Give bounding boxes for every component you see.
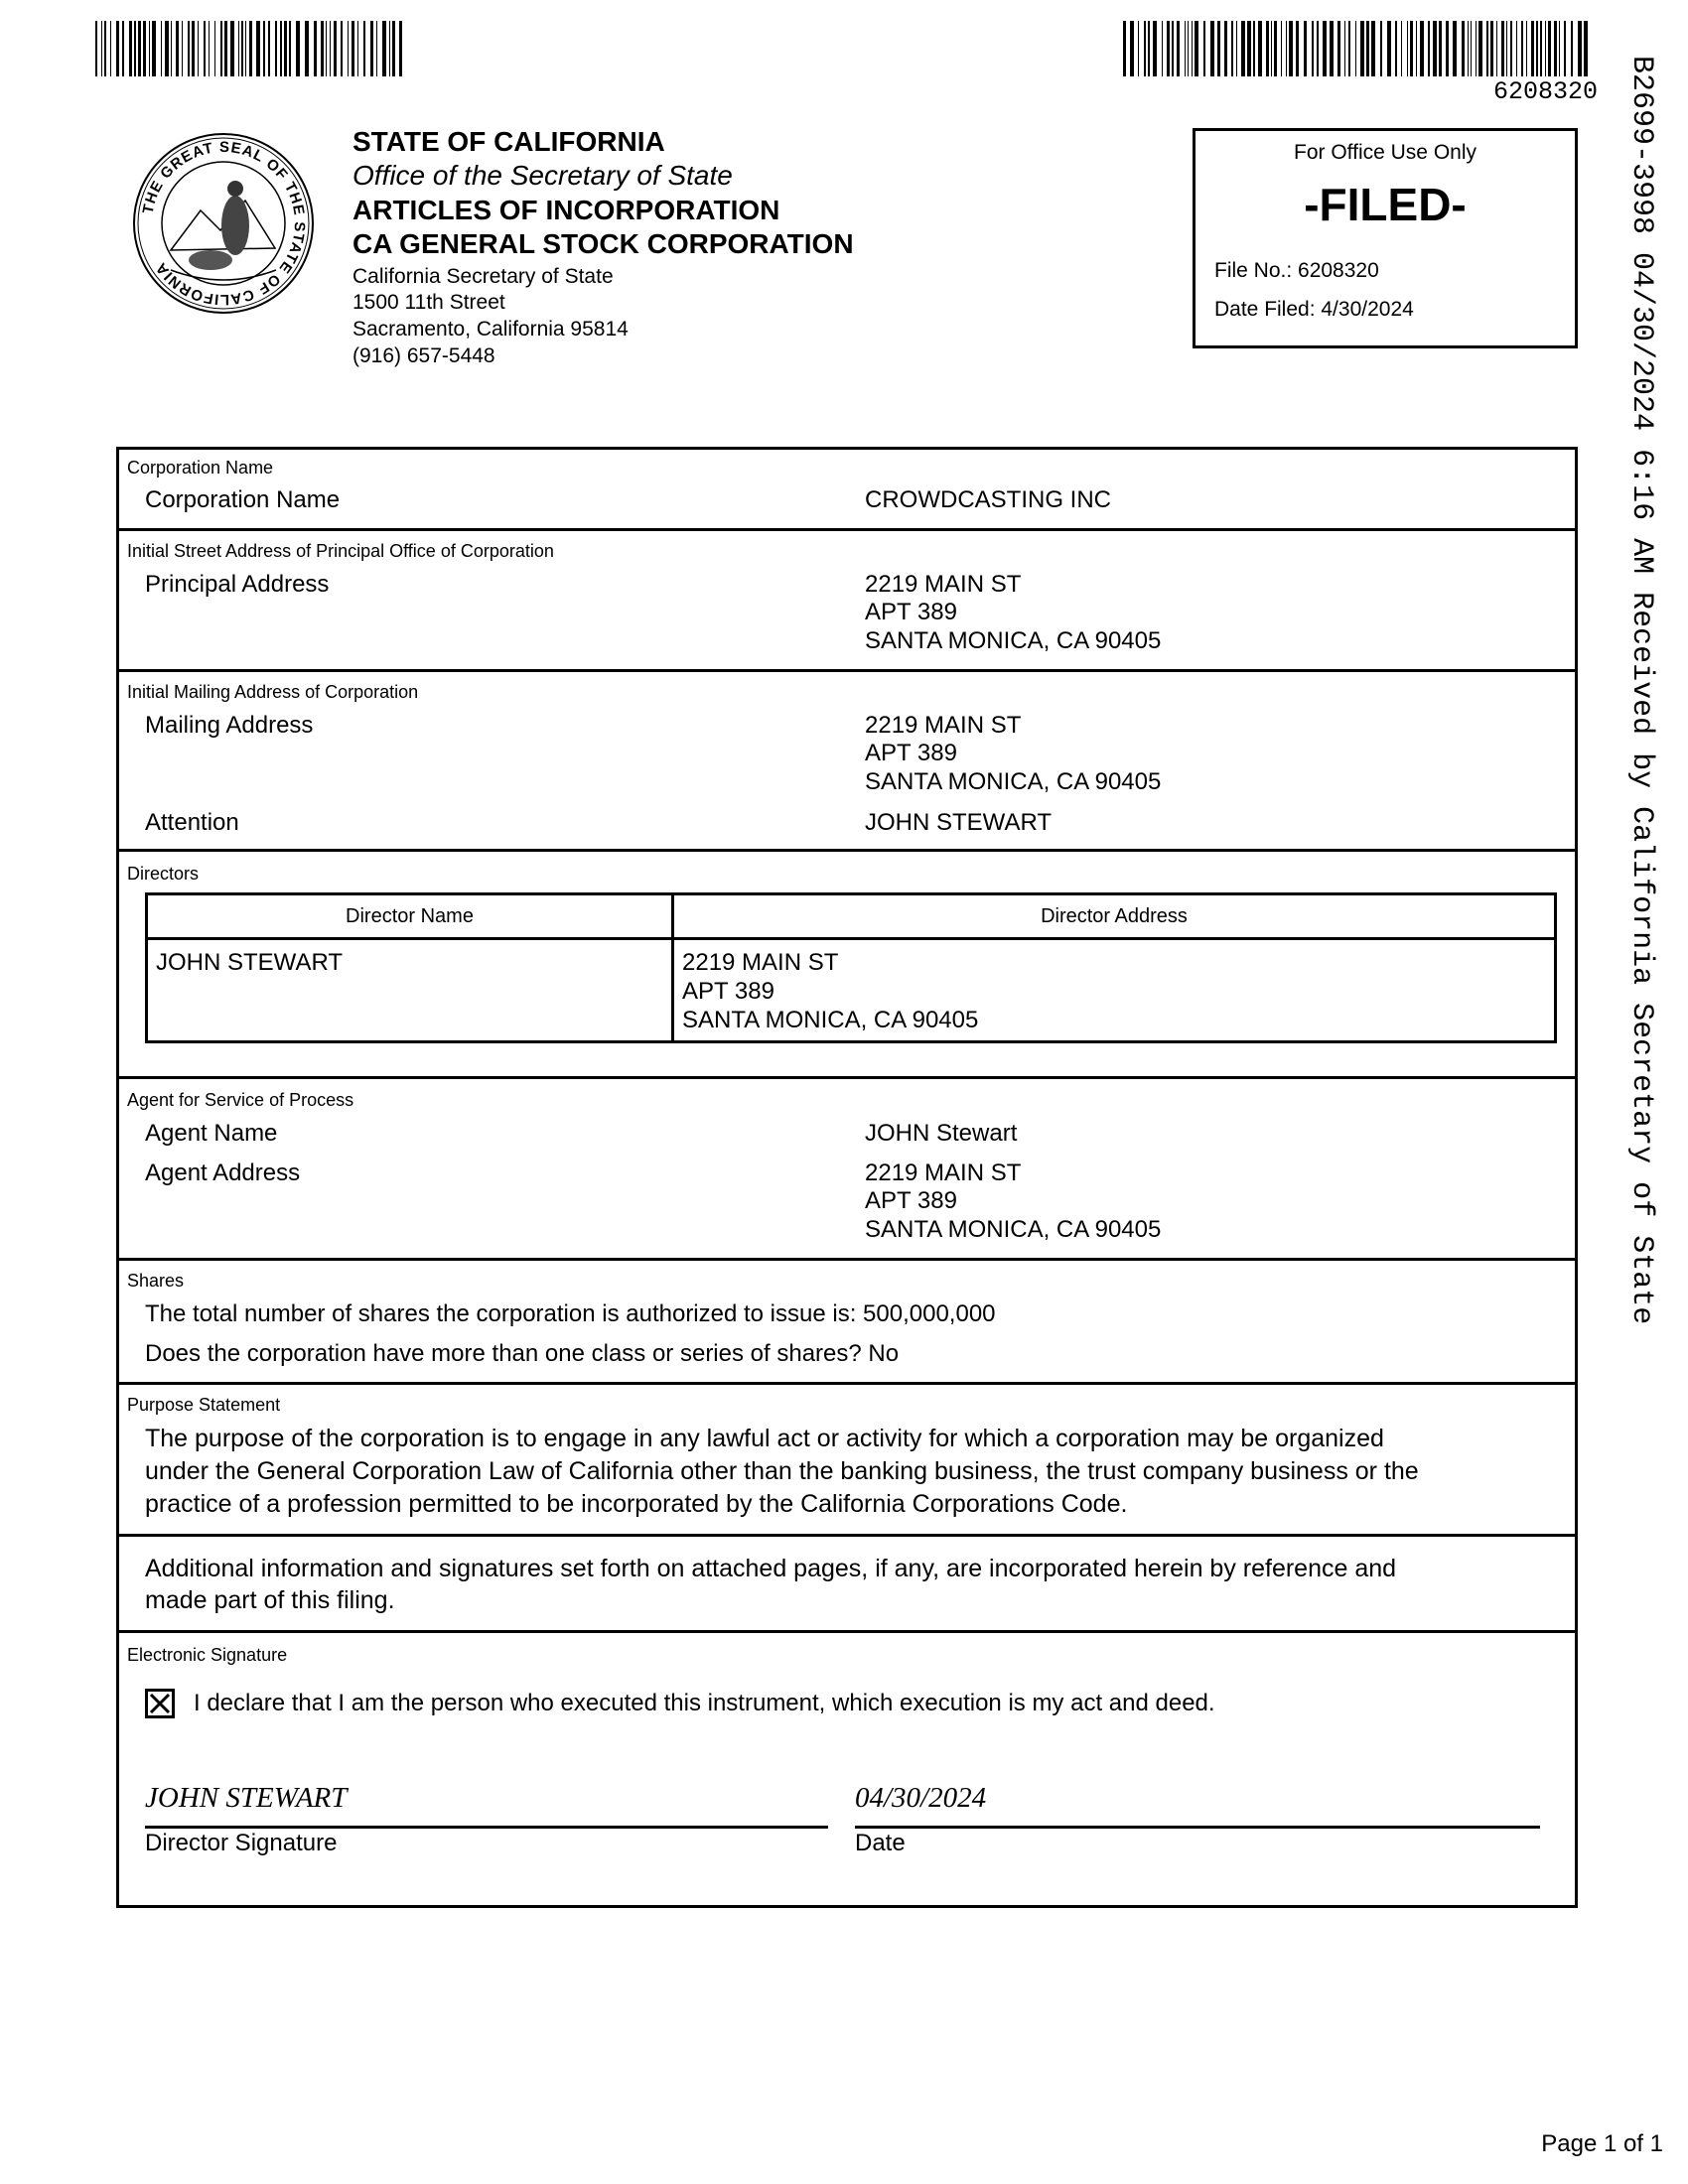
agent-address-line: SANTA MONICA, CA 90405 [865, 1216, 1162, 1243]
barcode-bar [143, 21, 146, 76]
barcode-bar [1526, 21, 1527, 76]
barcode-bar [382, 21, 386, 76]
barcode-bar [1185, 21, 1186, 76]
barcode-bar [326, 21, 328, 76]
barcode-bar [149, 21, 150, 76]
barcode-bar [284, 21, 287, 76]
director-name: JOHN STEWART [156, 949, 344, 976]
header-address-line: 1500 11th Street [352, 291, 505, 314]
additional-info-line: made part of this filing. [145, 1586, 395, 1614]
barcode-bar [1428, 21, 1430, 76]
signer-name: JOHN STEWART [145, 1782, 348, 1814]
barcode-bar [1360, 21, 1364, 76]
barcode-bar [305, 21, 309, 76]
barcode-bar [1371, 21, 1375, 76]
attention-value: JOHN STEWART [865, 809, 1053, 836]
barcode-bar [1536, 21, 1538, 76]
barcode-bar [1407, 21, 1408, 76]
barcode-bar [1510, 21, 1512, 76]
barcode-bar [334, 21, 337, 76]
mailing-address-line: SANTA MONICA, CA 90405 [865, 768, 1162, 795]
barcode-bar [104, 21, 106, 76]
barcode-bar [1395, 21, 1397, 76]
barcode-bar [341, 21, 343, 76]
barcode-bar [1312, 21, 1314, 76]
barcode-bar [161, 21, 162, 76]
barcode-bar [1296, 21, 1299, 76]
barcode-bar [209, 21, 210, 76]
barcode-bar [1323, 21, 1327, 76]
column-header-director-name: Director Name [346, 905, 474, 927]
header-title: ARTICLES OF INCORPORATION [352, 195, 780, 225]
barcode-bar [152, 21, 156, 76]
barcode-bar [296, 21, 300, 76]
barcode-bar [1344, 21, 1345, 76]
purpose-line: under the General Corporation Law of California other than the banking business, the trust company business or the [145, 1457, 1419, 1485]
california-seal-logo [131, 131, 316, 316]
barcode-bar [1266, 21, 1269, 76]
barcode-bar [1172, 21, 1174, 76]
barcode-number: 6208320 [1492, 77, 1598, 106]
header-address-line: California Secretary of State [352, 265, 614, 288]
mailing-address-line: APT 389 [865, 740, 957, 766]
declaration-checkbox[interactable] [145, 1689, 175, 1718]
barcode-bar [370, 21, 373, 76]
barcode-bar [321, 21, 324, 76]
page-number: Page 1 of 1 [1541, 2130, 1663, 2157]
purpose-line: The purpose of the corporation is to engage in any lawful act or activity for which a corporation may be organized [145, 1425, 1384, 1452]
purpose-line: practice of a profession permitted to be incorporated by the California Corporations Code. [145, 1490, 1128, 1518]
barcode-bar [171, 21, 173, 76]
barcode-bar [1410, 21, 1413, 76]
barcode-bar [1559, 21, 1560, 76]
agent-address-label: Agent Address [145, 1160, 301, 1186]
barcode-bar [198, 21, 199, 76]
barcode-bar [1144, 21, 1146, 76]
barcode-bar [1304, 21, 1307, 76]
header-address-line: Sacramento, California 95814 [352, 318, 629, 341]
section-label-directors: Directors [127, 864, 200, 884]
principal-address-label: Principal Address [145, 571, 330, 598]
barcode-bar [280, 21, 282, 76]
barcode-bar [352, 21, 354, 76]
barcode-bar [1584, 21, 1588, 76]
barcode-bar [363, 21, 365, 76]
barcode-bar [1281, 21, 1282, 76]
agent-name-value: JOHN Stewart [865, 1120, 1018, 1147]
barcode-bar [263, 21, 265, 76]
divider [116, 849, 1578, 852]
barcode-bar [1516, 21, 1517, 76]
barcode-bar [275, 21, 277, 76]
barcode-bar [1439, 21, 1442, 76]
signature-date: 04/30/2024 [855, 1782, 987, 1814]
divider [116, 1258, 1578, 1261]
agent-address-line: 2219 MAIN ST [865, 1160, 1022, 1186]
barcode-bar [1540, 21, 1542, 76]
barcode-bar [1217, 21, 1220, 76]
declaration-text: I declare that I am the person who executed this instrument, which execution is my act and deed. [194, 1690, 1215, 1716]
barcode-bar [165, 21, 169, 76]
mailing-address-line: 2219 MAIN ST [865, 712, 1022, 739]
barcode-bar [176, 21, 179, 76]
barcode-bar [357, 21, 358, 76]
barcode-bar [138, 21, 141, 76]
barcode-bar [1167, 21, 1170, 76]
barcode-bar [1501, 21, 1504, 76]
barcode-bar [1416, 21, 1417, 76]
principal-address-line: SANTA MONICA, CA 90405 [865, 627, 1162, 654]
office-use-heading: For Office Use Only [1294, 141, 1477, 164]
barcode-bar [241, 21, 243, 76]
barcode-bar [245, 21, 246, 76]
corp-name-label: Corporation Name [145, 486, 341, 513]
director-address-line: APT 389 [682, 978, 774, 1005]
barcode-bar [1554, 21, 1557, 76]
barcode-bar [1231, 21, 1233, 76]
agent-address-line: APT 389 [865, 1187, 957, 1214]
barcode-bar [1446, 21, 1449, 76]
divider [116, 1382, 1578, 1385]
barcode-bar [1420, 21, 1424, 76]
barcode-bar [188, 21, 190, 76]
barcode-bar [1564, 21, 1566, 76]
barcode-bar [1286, 21, 1287, 76]
barcode-right [1123, 21, 1593, 76]
barcode-bar [1337, 21, 1340, 76]
barcode-bar [214, 21, 215, 76]
section-label-principal: Initial Street Address of Principal Office of Corporation [127, 541, 554, 561]
table-header-divider [148, 937, 1554, 940]
barcode-bar [1148, 21, 1150, 76]
barcode-bar [1195, 21, 1198, 76]
barcode-bar [389, 21, 390, 76]
barcode-bar [392, 21, 395, 76]
barcode-bar [204, 21, 206, 76]
divider [116, 528, 1578, 531]
date-filed: Date Filed: 4/30/2024 [1214, 298, 1414, 321]
date-line [855, 1826, 1540, 1829]
barcode-bar [1210, 21, 1214, 76]
barcode-bar [1478, 21, 1482, 76]
barcode-bar [1462, 21, 1465, 76]
barcode-left [95, 21, 407, 76]
barcode-bar [1153, 21, 1157, 76]
barcode-bar [268, 21, 270, 76]
director-address-line: SANTA MONICA, CA 90405 [682, 1007, 979, 1033]
barcode-bar [1578, 21, 1582, 76]
barcode-bar [1468, 21, 1469, 76]
barcode-bar [1476, 21, 1477, 76]
barcode-bar [95, 21, 97, 76]
barcode-bar [1241, 21, 1245, 76]
received-stamp: B2699-3998 04/30/2024 6:16 AM Received by California Secretary of State [1624, 56, 1658, 1325]
shares-classes: Does the corporation have more than one class or series of shares? No [145, 1340, 900, 1367]
barcode-bar [1348, 21, 1350, 76]
signature-line [145, 1826, 828, 1829]
barcode-bar [249, 21, 252, 76]
barcode-bar [1366, 21, 1369, 76]
barcode-bar [1471, 21, 1472, 76]
date-label: Date [855, 1830, 906, 1856]
divider [116, 1630, 1578, 1633]
barcode-bar [1236, 21, 1237, 76]
additional-info-line: Additional information and signatures set forth on attached pages, if any, are incorporated herein by reference and [145, 1555, 1397, 1582]
signature-label: Director Signature [145, 1830, 338, 1856]
barcode-bar [1188, 21, 1189, 76]
barcode-bar [1387, 21, 1391, 76]
barcode-bar [1224, 21, 1227, 76]
barcode-bar [110, 21, 111, 76]
barcode-bar [1531, 21, 1534, 76]
barcode-bar [1317, 21, 1319, 76]
directors-table [145, 892, 1557, 1043]
barcode-bar [1545, 21, 1546, 76]
barcode-bar [1271, 21, 1272, 76]
principal-address-line: 2219 MAIN ST [865, 571, 1022, 598]
barcode-bar [1247, 21, 1251, 76]
barcode-bar [314, 21, 317, 76]
section-label-agent: Agent for Service of Process [127, 1090, 354, 1110]
barcode-bar [1138, 21, 1139, 76]
barcode-bar [1192, 21, 1193, 76]
filed-status: -FILED- [1304, 179, 1467, 230]
header-state: STATE OF CALIFORNIA [352, 126, 665, 157]
barcode-bar [1355, 21, 1356, 76]
svg-text:THE GREAT SEAL OF THE STATE OF: THE GREAT SEAL OF THE STATE OF CALIFORNIA [139, 138, 309, 309]
barcode-bar [238, 21, 239, 76]
barcode-bar [1486, 21, 1488, 76]
barcode-bar [330, 21, 331, 76]
barcode-bar [1130, 21, 1134, 76]
corp-name-value: CROWDCASTING INC [865, 486, 1111, 513]
shares-authorized: The total number of shares the corporation is authorized to issue is: 500,000,000 [145, 1300, 996, 1327]
barcode-bar [1433, 21, 1437, 76]
file-number: File No.: 6208320 [1214, 259, 1379, 282]
barcode-bar [348, 21, 349, 76]
header-subtitle: CA GENERAL STOCK CORPORATION [352, 228, 854, 259]
barcode-bar [1548, 21, 1551, 76]
barcode-bar [1203, 21, 1205, 76]
barcode-bar [1490, 21, 1493, 76]
barcode-bar [1253, 21, 1255, 76]
barcode-bar [224, 21, 227, 76]
barcode-bar [230, 21, 234, 76]
column-header-director-address: Director Address [1041, 905, 1188, 927]
barcode-bar [1162, 21, 1163, 76]
divider [116, 1076, 1578, 1079]
barcode-bar [220, 21, 222, 76]
barcode-bar [1571, 21, 1573, 76]
barcode-bar [1506, 21, 1507, 76]
barcode-bar [101, 21, 102, 76]
director-address-line: 2219 MAIN ST [682, 949, 839, 976]
attention-label: Attention [145, 809, 239, 836]
barcode-bar [1289, 21, 1293, 76]
barcode-bar [1258, 21, 1262, 76]
divider [116, 669, 1578, 672]
barcode-bar [116, 21, 119, 76]
principal-address-line: APT 389 [865, 599, 957, 625]
barcode-bar [134, 21, 136, 76]
barcode-bar [256, 21, 260, 76]
barcode-bar [289, 21, 291, 76]
barcode-bar [1380, 21, 1382, 76]
barcode-bar [182, 21, 183, 76]
section-label-corp-name: Corporation Name [127, 458, 274, 478]
barcode-bar [192, 21, 195, 76]
barcode-bar [376, 21, 377, 76]
header-office: Office of the Secretary of State [352, 160, 733, 191]
divider [116, 1534, 1578, 1537]
barcode-bar [1274, 21, 1277, 76]
office-use-box [1193, 128, 1578, 348]
barcode-bar [1401, 21, 1402, 76]
section-label-mailing: Initial Mailing Address of Corporation [127, 682, 419, 702]
barcode-bar [1521, 21, 1523, 76]
barcode-bar [1453, 21, 1457, 76]
barcode-bar [129, 21, 132, 76]
barcode-bar [122, 21, 124, 76]
mailing-address-label: Mailing Address [145, 712, 314, 739]
section-label-signature: Electronic Signature [127, 1645, 288, 1665]
section-label-shares: Shares [127, 1271, 185, 1291]
barcode-bar [1496, 21, 1497, 76]
section-label-purpose: Purpose Statement [127, 1395, 281, 1415]
agent-name-label: Agent Name [145, 1120, 278, 1147]
barcode-bar [399, 21, 402, 76]
barcode-bar [1330, 21, 1334, 76]
header-phone: (916) 657-5448 [352, 344, 495, 367]
barcode-bar [1177, 21, 1180, 76]
barcode-bar [1123, 21, 1126, 76]
